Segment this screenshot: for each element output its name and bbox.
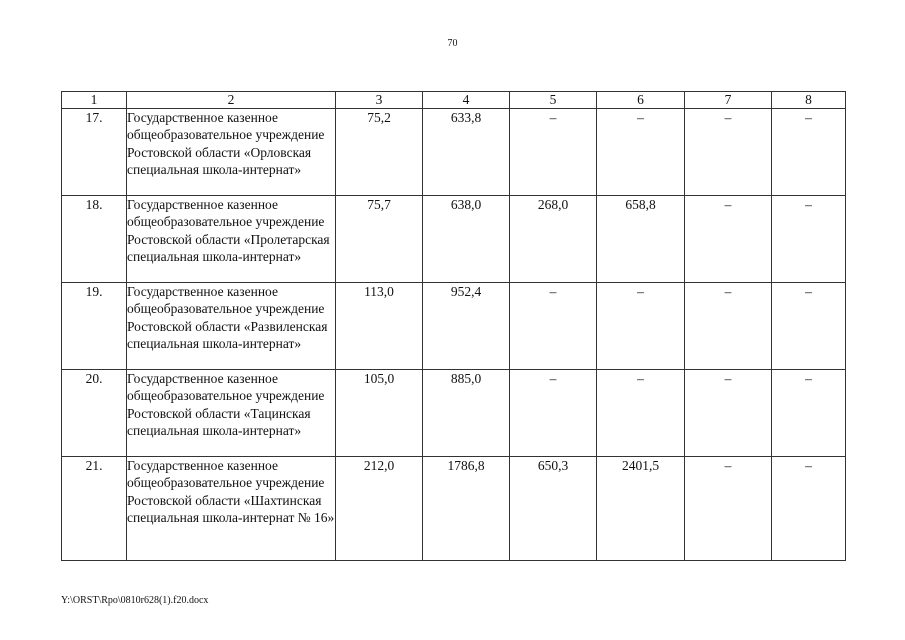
institution-name: Государственное казенное общеобразовательное учреждение Ростовской области «Шахтинская специальная школа-интернат № 16» [127, 457, 336, 561]
value-cell: – [597, 109, 685, 196]
value-cell: – [772, 109, 846, 196]
row-number: 20. [62, 370, 127, 457]
table-header-row [62, 92, 846, 109]
table-row [62, 196, 846, 283]
column-header: 1 [62, 92, 127, 109]
value-cell: – [685, 457, 772, 561]
column-header: 3 [336, 92, 423, 109]
row-number: 19. [62, 283, 127, 370]
institution-name: Государственное казенное общеобразовательное учреждение Ростовской области «Тацинская специальная школа-интернат» [127, 370, 336, 457]
value-cell: 75,2 [336, 109, 423, 196]
column-header: 6 [597, 92, 685, 109]
value-cell: 212,0 [336, 457, 423, 561]
value-cell: 952,4 [423, 283, 510, 370]
row-number: 21. [62, 457, 127, 561]
institution-name: Государственное казенное общеобразовательное учреждение Ростовской области «Пролетарская специальная школа-интернат» [127, 196, 336, 283]
value-cell: 2401,5 [597, 457, 685, 561]
value-cell: – [685, 196, 772, 283]
column-header: 7 [685, 92, 772, 109]
value-cell: – [772, 370, 846, 457]
value-cell: 885,0 [423, 370, 510, 457]
value-cell: 105,0 [336, 370, 423, 457]
value-cell: 268,0 [510, 196, 597, 283]
value-cell: 633,8 [423, 109, 510, 196]
value-cell: – [597, 370, 685, 457]
value-cell: 1786,8 [423, 457, 510, 561]
column-header: 5 [510, 92, 597, 109]
value-cell: – [772, 283, 846, 370]
value-cell: – [510, 370, 597, 457]
value-cell: 75,7 [336, 196, 423, 283]
value-cell: 650,3 [510, 457, 597, 561]
value-cell: – [772, 457, 846, 561]
value-cell: – [510, 109, 597, 196]
table-row [62, 283, 846, 370]
value-cell: 658,8 [597, 196, 685, 283]
row-number: 17. [62, 109, 127, 196]
page-number: 70 [447, 38, 458, 49]
institution-name: Государственное казенное общеобразовательное учреждение Ростовской области «Орловская специальная школа-интернат» [127, 109, 336, 196]
value-cell: – [510, 283, 597, 370]
value-cell: – [685, 109, 772, 196]
column-header: 2 [127, 92, 336, 109]
institution-name: Государственное казенное общеобразовательное учреждение Ростовской области «Развиленская специальная школа-интернат» [127, 283, 336, 370]
value-cell: – [597, 283, 685, 370]
table-row [62, 370, 846, 457]
value-cell: – [685, 283, 772, 370]
value-cell: – [772, 196, 846, 283]
data-table [61, 91, 846, 561]
row-number: 18. [62, 196, 127, 283]
table-row [62, 109, 846, 196]
footer-file-path: Y:\ORST\Rpo\0810r628(1).f20.docx [61, 595, 209, 606]
column-header: 4 [423, 92, 510, 109]
value-cell: 638,0 [423, 196, 510, 283]
value-cell: 113,0 [336, 283, 423, 370]
column-header: 8 [772, 92, 846, 109]
table-row [62, 457, 846, 561]
value-cell: – [685, 370, 772, 457]
